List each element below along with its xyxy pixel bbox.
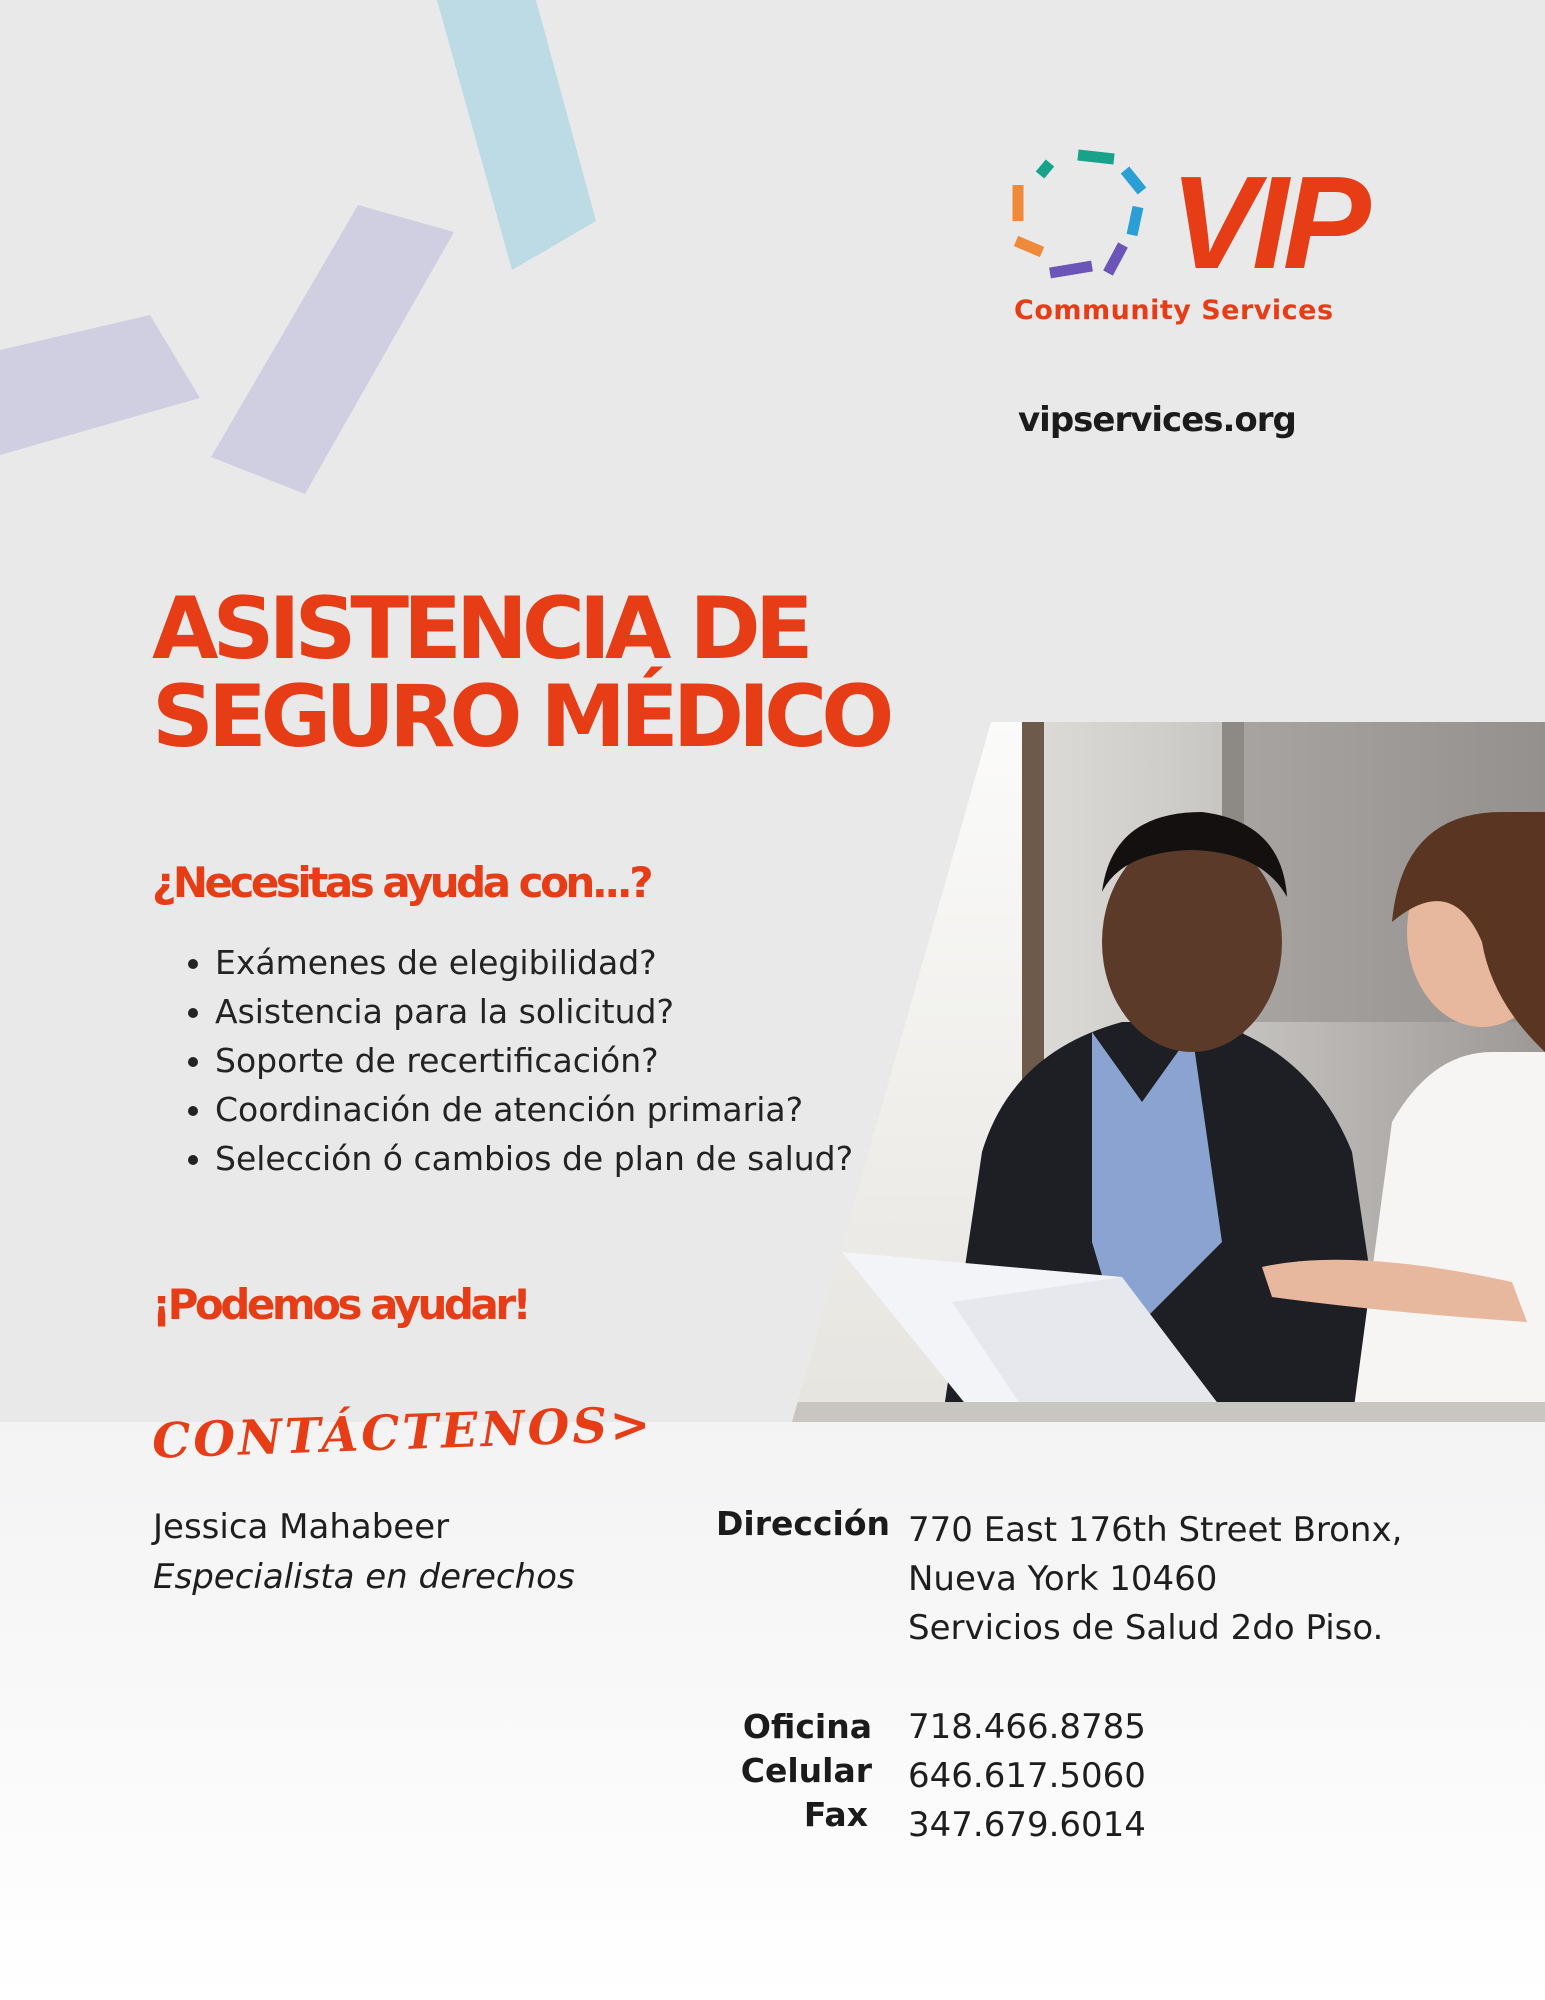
lavender-stripe-diagonal	[211, 205, 454, 494]
office-label: Oficina	[742, 1707, 872, 1746]
title-line-2: SEGURO MÉDICO	[152, 667, 889, 767]
vip-logo[interactable]	[1010, 145, 1410, 345]
fax-number: 347.679.6014	[908, 1805, 1146, 1845]
office-phone[interactable]: 718.466.8785	[908, 1707, 1146, 1747]
contact-name: Jessica Mahabeer	[153, 1507, 450, 1547]
page-title	[152, 579, 889, 767]
address-line: Nueva York 10460	[908, 1559, 1218, 1599]
contact-heading: CONTÁCTENOS>	[151, 1396, 655, 1470]
address-label: Dirección	[716, 1504, 890, 1543]
phone-block	[908, 1703, 1146, 1850]
address-block	[908, 1506, 1402, 1653]
cell-label: Celular	[740, 1751, 872, 1790]
list-item: • Exámenes de elegibilidad?	[215, 938, 875, 987]
logo-subtitle: Community Services	[1014, 295, 1334, 326]
list-item: • Soporte de recertificación?	[215, 1036, 875, 1085]
contact-role: Especialista en derechos	[153, 1557, 575, 1597]
list-item: • Coordinación de atención primaria?	[215, 1085, 875, 1134]
logo-wordmark: VIP	[1170, 149, 1365, 296]
address-line: 770 East 176th Street Bronx,	[908, 1510, 1403, 1550]
blue-stripe	[437, 0, 596, 270]
title-line-1: ASISTENCIA DE	[152, 579, 808, 679]
list-item: • Asistencia para la solicitud?	[215, 987, 875, 1036]
starburst-logo-icon	[1010, 145, 1160, 285]
list-item: • Selección ó cambios de plan de salud?	[215, 1134, 875, 1183]
cell-phone[interactable]: 646.617.5060	[908, 1756, 1146, 1796]
services-list	[175, 938, 875, 1183]
consultation-photo	[792, 722, 1545, 1422]
lavender-stripe-left	[0, 315, 200, 455]
call-to-action: ¡Podemos ayudar!	[152, 1280, 529, 1329]
website-link[interactable]: vipservices.org	[1018, 400, 1296, 440]
fax-label: Fax	[803, 1795, 868, 1834]
decorative-stripes	[0, 0, 620, 500]
address-line: Servicios de Salud 2do Piso.	[908, 1608, 1384, 1648]
question-heading: ¿Necesitas ayuda con...?	[152, 858, 651, 907]
